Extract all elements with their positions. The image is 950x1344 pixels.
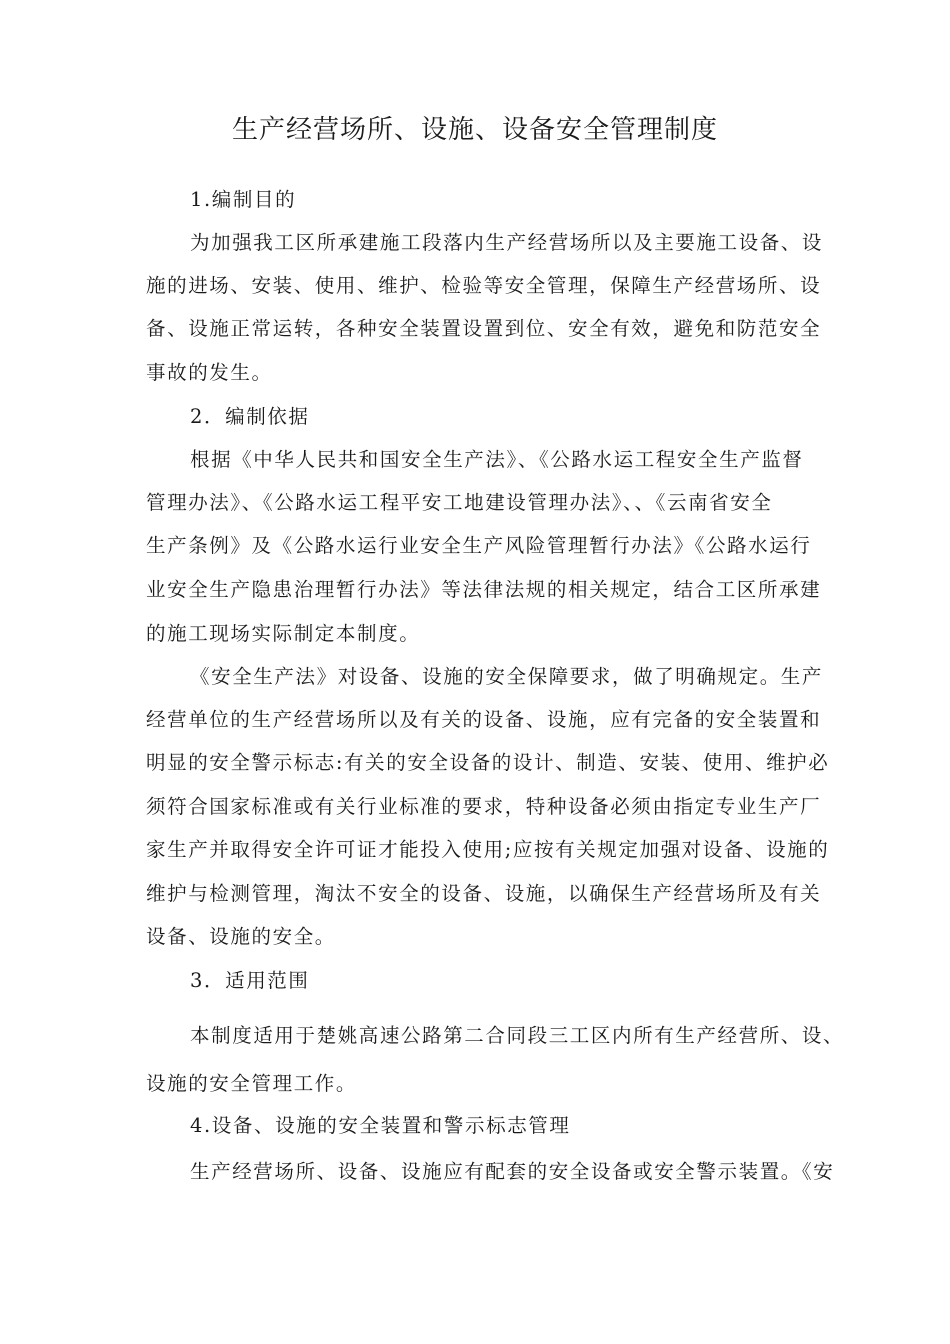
section-heading-1: 1.编制目的 [190,188,297,211]
paragraph-line: 《安全生产法》对设备、设施的安全保障要求，做了明确规定。生产 [190,665,824,688]
section-heading-4: 4.设备、设施的安全装置和警示标志管理 [190,1114,571,1137]
paragraph-line: 的施工现场实际制定本制度。 [146,622,421,645]
paragraph-line: 设备、设施的安全。 [146,925,336,948]
paragraph-line: 生产经营场所、设备、设施应有配套的安全设备或安全警示装置。《安 [190,1160,835,1183]
paragraph-line: 为加强我工区所承建施工段落内生产经营场所以及主要施工设备、设 [190,231,824,254]
paragraph-line: 家生产并取得安全许可证才能投入使用;应按有关规定加强对设备、设施的 [146,838,830,861]
paragraph-line: 维护与检测管理，淘汰不安全的设备、设施，以确保生产经营场所及有关 [146,882,822,905]
section-heading-3: 3．适用范围 [190,969,310,992]
paragraph-line: 本制度适用于楚姚高速公路第二合同段三工区内所有生产经营所、设、 [190,1024,845,1047]
document-title: 生产经营场所、设施、设备安全管理制度 [231,115,718,145]
paragraph-line: 业安全生产隐患治理暂行办法》等法律法规的相关规定，结合工区所承建 [146,578,822,601]
paragraph-line: 明显的安全警示标志:有关的安全设备的设计、制造、安装、使用、维护必 [146,751,830,774]
paragraph-line: 生产条例》及《公路水运行业安全生产风险管理暂行办法》《公路水运行 [146,534,812,557]
paragraph-line: 须符合国家标准或有关行业标准的要求，特种设备必须由指定专业生产厂 [146,795,822,818]
section-heading-2: 2．编制依据 [190,405,310,428]
paragraph-line: 施的进场、安装、使用、维护、检验等安全管理，保障生产经营场所、设 [146,274,822,297]
paragraph-line: 备、设施正常运转，各种安全装置设置到位、安全有效，避免和防范安全 [146,317,822,340]
paragraph-line: 管理办法》、《公路水运工程平安工地建设管理办法》、、《云南省安全 [146,491,773,514]
paragraph-line: 设施的安全管理工作。 [146,1072,358,1095]
paragraph-line: 事故的发生。 [146,361,273,384]
paragraph-line: 经营单位的生产经营场所以及有关的设备、设施，应有完备的安全装置和 [146,708,822,731]
paragraph-line: 根据《中华人民共和国安全生产法》、《公路水运工程安全生产监督 [190,448,804,471]
